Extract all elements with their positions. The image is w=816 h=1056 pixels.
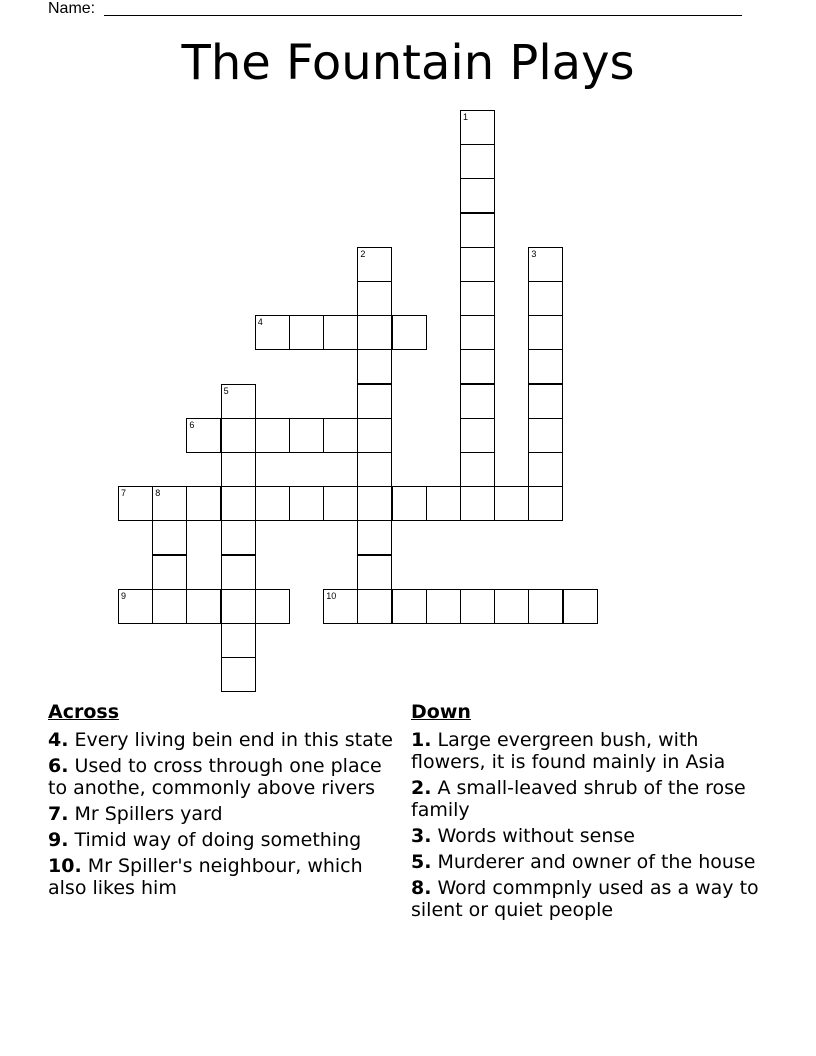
down-heading: Down [411, 701, 471, 723]
crossword-cell[interactable] [357, 418, 392, 453]
crossword-cell[interactable] [460, 486, 495, 521]
crossword-cell[interactable] [221, 589, 256, 624]
crossword-cell[interactable] [460, 110, 495, 145]
crossword-cell[interactable] [460, 178, 495, 213]
crossword-cell[interactable] [392, 589, 427, 624]
clue-number: 1 [463, 112, 469, 122]
crossword-cell[interactable] [426, 589, 461, 624]
crossword-cell[interactable] [357, 589, 392, 624]
clue-number: 4 [257, 317, 263, 328]
crossword-cell[interactable] [221, 657, 256, 692]
crossword-cell[interactable] [426, 486, 461, 521]
crossword-cell[interactable] [221, 623, 256, 658]
crossword-cell[interactable] [528, 247, 563, 282]
crossword-cell[interactable] [221, 520, 256, 555]
across-clues [48, 701, 398, 903]
crossword-cell[interactable] [152, 520, 187, 555]
crossword-cell[interactable] [323, 486, 358, 521]
across-heading: Across [48, 701, 120, 723]
clue-across-7: 7. Mr Spillers yard [48, 803, 223, 825]
crossword-cell[interactable] [528, 589, 563, 624]
page-title: The Fountain Plays [181, 35, 635, 91]
clue-across-10: 10. Mr Spiller's neighbour, which also likes him [48, 855, 363, 899]
clue-number: 8 [155, 488, 161, 499]
crossword-cell[interactable] [460, 315, 495, 350]
crossword-cell[interactable] [323, 589, 358, 624]
crossword-cell[interactable] [460, 349, 495, 384]
crossword-cell[interactable] [186, 589, 221, 624]
clue-across-4: 4. Every living bein end in this state [48, 729, 393, 751]
crossword-cell[interactable] [152, 555, 187, 590]
crossword-cell[interactable] [221, 384, 256, 419]
clue-down-2: 2. A small-leaved shrub of the rose family [411, 777, 746, 821]
crossword-cell[interactable] [289, 486, 324, 521]
clue-number: 3 [531, 248, 537, 259]
clue-down-8: 8. Word commpnly used as a way to silent or quiet people [411, 877, 759, 921]
crossword-cell[interactable] [357, 349, 392, 384]
clue-down-3: 3. Words without sense [411, 825, 635, 847]
crossword-cell[interactable] [528, 349, 563, 384]
crossword-cell[interactable] [563, 589, 598, 624]
crossword-cell[interactable] [392, 486, 427, 521]
crossword-cell[interactable] [118, 486, 153, 521]
crossword-cell[interactable] [186, 486, 221, 521]
crossword-cell[interactable] [494, 486, 529, 521]
crossword-cell[interactable] [460, 384, 495, 419]
clue-across-9: 9. Timid way of doing something [48, 829, 362, 851]
crossword-cell[interactable] [460, 589, 495, 624]
crossword-cell[interactable] [323, 418, 358, 453]
crossword-cell[interactable] [357, 281, 392, 316]
clue-number: 10 [326, 590, 337, 601]
crossword-cell[interactable] [460, 144, 495, 179]
crossword-cell[interactable] [186, 418, 221, 453]
crossword-cell[interactable] [118, 589, 153, 624]
clue-down-1: 1. Large evergreen bush, with flowers, it is found mainly in Asia [411, 729, 726, 773]
crossword-cell[interactable] [357, 247, 392, 282]
crossword-cell[interactable] [289, 315, 324, 350]
clue-number: 9 [121, 590, 127, 601]
crossword-cell[interactable] [221, 452, 256, 487]
crossword-cell[interactable] [460, 281, 495, 316]
crossword-cell[interactable] [357, 520, 392, 555]
clue-down-5: 5. Murderer and owner of the house [411, 851, 756, 873]
crossword-cell[interactable] [357, 315, 392, 350]
down-clues [411, 701, 771, 925]
crossword-cell[interactable] [221, 418, 256, 453]
clue-across-6: 6. Used to cross through one place to anothe, commonly above rivers [48, 755, 382, 799]
crossword-cell[interactable] [357, 555, 392, 590]
crossword-cell[interactable] [255, 589, 290, 624]
crossword-cell[interactable] [528, 315, 563, 350]
clue-number: 7 [121, 488, 127, 499]
crossword-cell[interactable] [392, 315, 427, 350]
crossword-cell[interactable] [494, 589, 529, 624]
clue-number: 2 [360, 248, 366, 259]
crossword-cell[interactable] [357, 486, 392, 521]
crossword-cell[interactable] [255, 486, 290, 521]
crossword-cell[interactable] [528, 384, 563, 419]
crossword-cell[interactable] [460, 213, 495, 248]
crossword-cell[interactable] [255, 315, 290, 350]
crossword-cell[interactable] [323, 315, 358, 350]
clue-number: 6 [189, 419, 195, 430]
crossword-cell[interactable] [528, 418, 563, 453]
crossword-cell[interactable] [289, 418, 324, 453]
crossword-cell[interactable] [357, 452, 392, 487]
crossword-cell[interactable] [460, 418, 495, 453]
crossword-cell[interactable] [221, 486, 256, 521]
crossword-cell[interactable] [460, 452, 495, 487]
crossword-cell[interactable] [152, 486, 187, 521]
crossword-cell[interactable] [528, 281, 563, 316]
clue-number: 5 [223, 385, 229, 396]
crossword-cell[interactable] [460, 247, 495, 282]
crossword-cell[interactable] [528, 452, 563, 487]
crossword-cell[interactable] [528, 486, 563, 521]
crossword-cell[interactable] [221, 555, 256, 590]
name-label: Name: [48, 0, 96, 17]
crossword-cell[interactable] [152, 589, 187, 624]
crossword-cell[interactable] [357, 384, 392, 419]
crossword-cell[interactable] [255, 418, 290, 453]
